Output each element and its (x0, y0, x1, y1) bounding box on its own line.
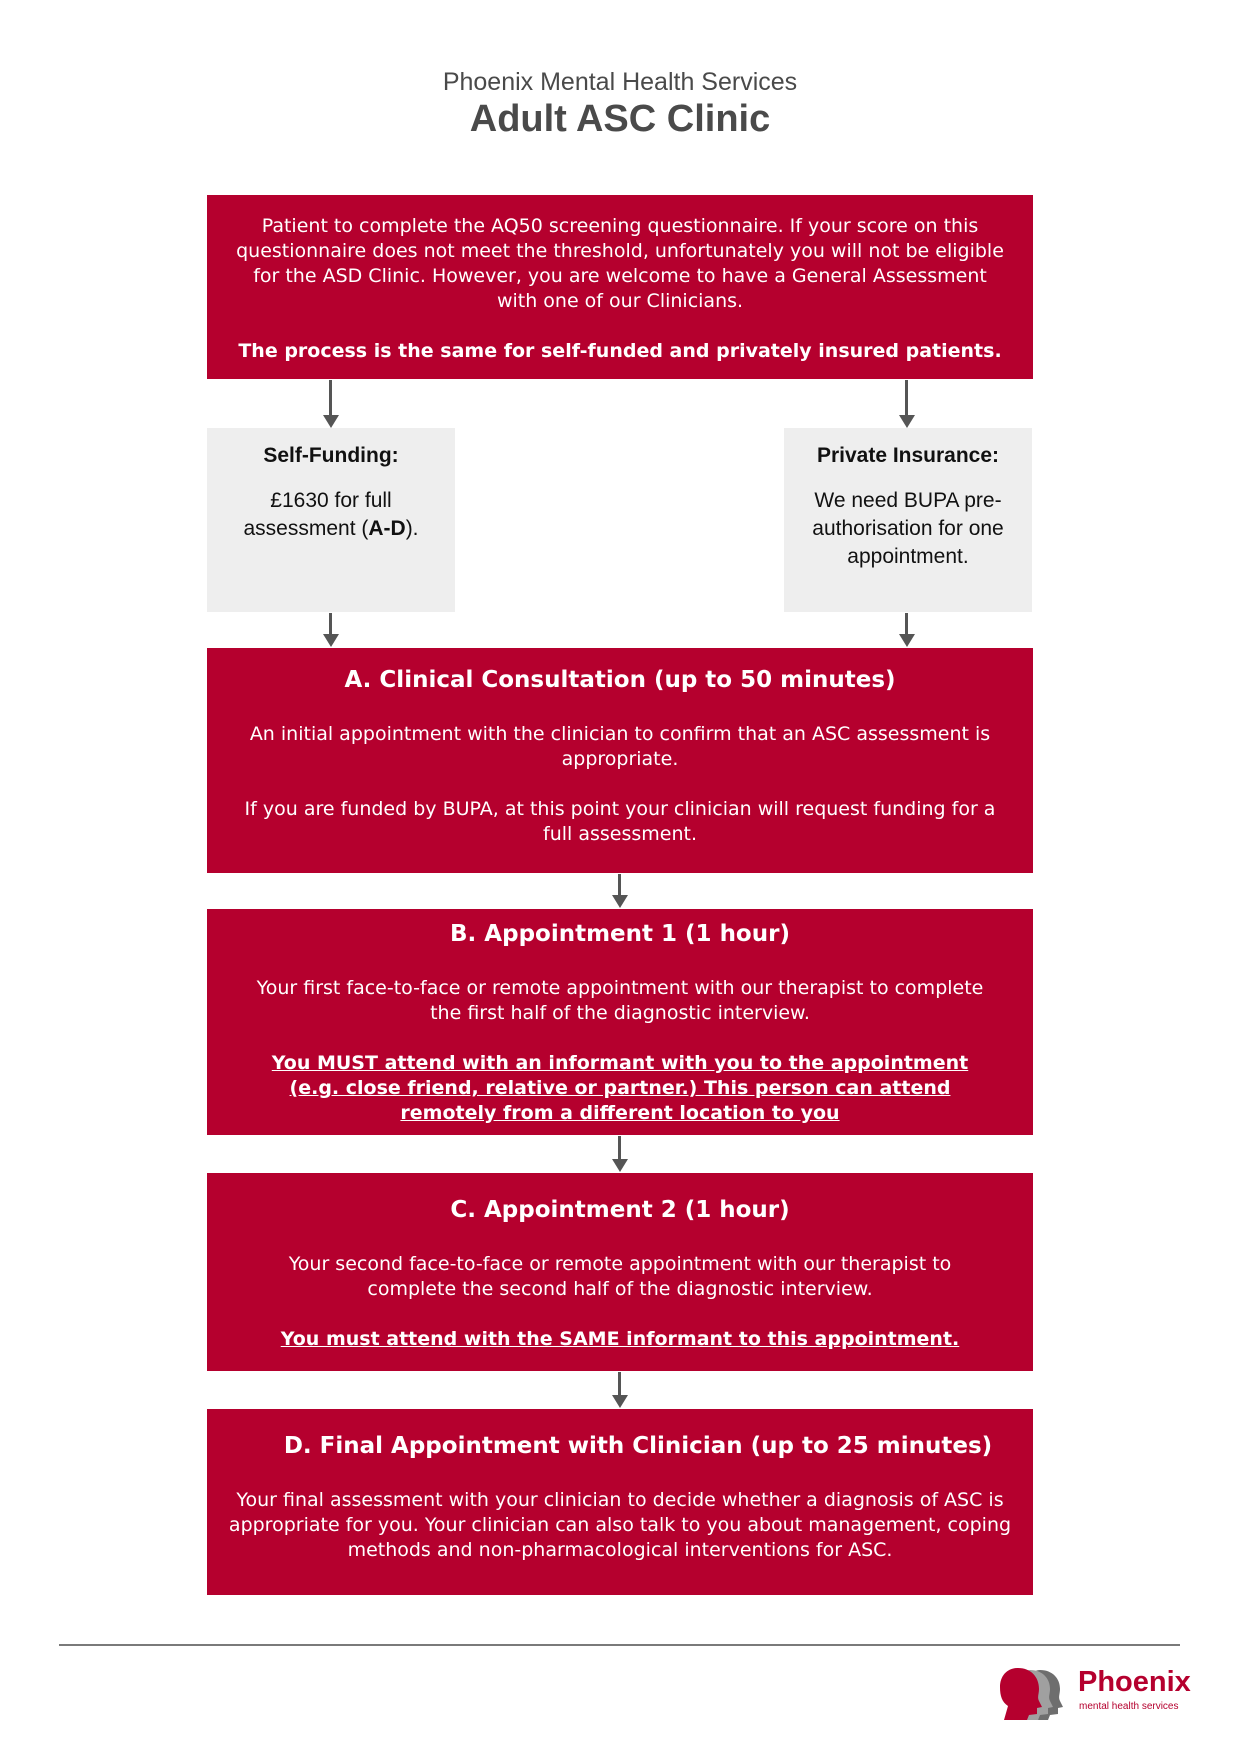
self-funding-text (223, 487, 439, 543)
step-b-text-1: Your first face-to-face or remote appointment with our therapist to complete the first half of the diagnostic interview. (256, 977, 984, 1024)
step-d-text-1: Your final assessment with your clinician to decide whether a diagnosis of ASC is appropriate for you. Your clinician can also talk to you about management, coping methods and non-pharmacological interventions for ASC. (228, 1489, 1012, 1561)
step-b-informant-notice: You MUST attend with an informant with you to the appointment (e.g. close friend, relative or partner.) This person can attend remotely from a different location to you (271, 1052, 969, 1124)
step-a-box (207, 648, 1033, 873)
phoenix-logo (1000, 1664, 1191, 1720)
page-title: Adult ASC Clinic (469, 98, 771, 140)
arrow-private-insurance-to-a (896, 613, 918, 647)
step-a-title: A. Clinical Consultation (up to 50 minutes) (344, 667, 896, 693)
intro-text: Patient to complete the AQ50 screening questionnaire. If your score on this questionnaire does not meet the threshold, unfortunately you will not be eligible for the ASD Clinic. However, you are welcome to have a General Assessment with one of our Clinicians. (236, 215, 1004, 312)
arrow-a-to-b (609, 874, 631, 908)
intro-box (207, 195, 1033, 379)
step-b-title: B. Appointment 1 (1 hour) (450, 921, 790, 947)
step-c-box (207, 1173, 1033, 1371)
step-a-text-2: If you are funded by BUPA, at this point your clinician will request funding for a full assessment. (244, 798, 996, 845)
arrow-self-funding-to-a (320, 613, 342, 647)
step-c-text-1: Your second face-to-face or remote appointment with our therapist to complete the second half of the diagnostic interview. (288, 1253, 952, 1300)
logo-wordmark: Phoenix (1078, 1666, 1191, 1698)
step-d-box (207, 1409, 1033, 1595)
intro-note: The process is the same for self-funded and privately insured patients. (238, 340, 1002, 362)
self-funding-title: Self-Funding: (263, 444, 399, 467)
self-funding-box (207, 428, 455, 612)
arrow-c-to-d (609, 1372, 631, 1408)
logo-tagline: mental health services (1079, 1701, 1179, 1712)
step-d-title: D. Final Appointment with Clinician (up to 25 minutes) (283, 1433, 993, 1459)
footer-divider (59, 1644, 1180, 1646)
step-a-text-1: An initial appointment with the clinician to confirm that an ASC assessment is appropriate. (249, 723, 991, 770)
private-insurance-title: Private Insurance: (816, 444, 1000, 467)
arrow-to-private-insurance (896, 380, 918, 428)
step-b-box (207, 909, 1033, 1135)
self-funding-stages: A-D (368, 517, 406, 540)
step-c-title: C. Appointment 2 (1 hour) (450, 1197, 790, 1223)
arrow-to-self-funding (320, 380, 342, 428)
arrow-b-to-c (609, 1136, 631, 1172)
head-profiles-icon (1000, 1664, 1080, 1720)
self-funding-price-text: £1630 for full assessment ( (243, 489, 392, 540)
private-insurance-text: We need BUPA pre- authorisation for one appointment. (812, 489, 1004, 568)
self-funding-text-end: ). (405, 517, 419, 540)
organization-name: Phoenix Mental Health Services (442, 68, 798, 96)
private-insurance-box (784, 428, 1032, 612)
step-c-informant-notice: You must attend with the SAME informant to this appointment. (280, 1328, 960, 1350)
